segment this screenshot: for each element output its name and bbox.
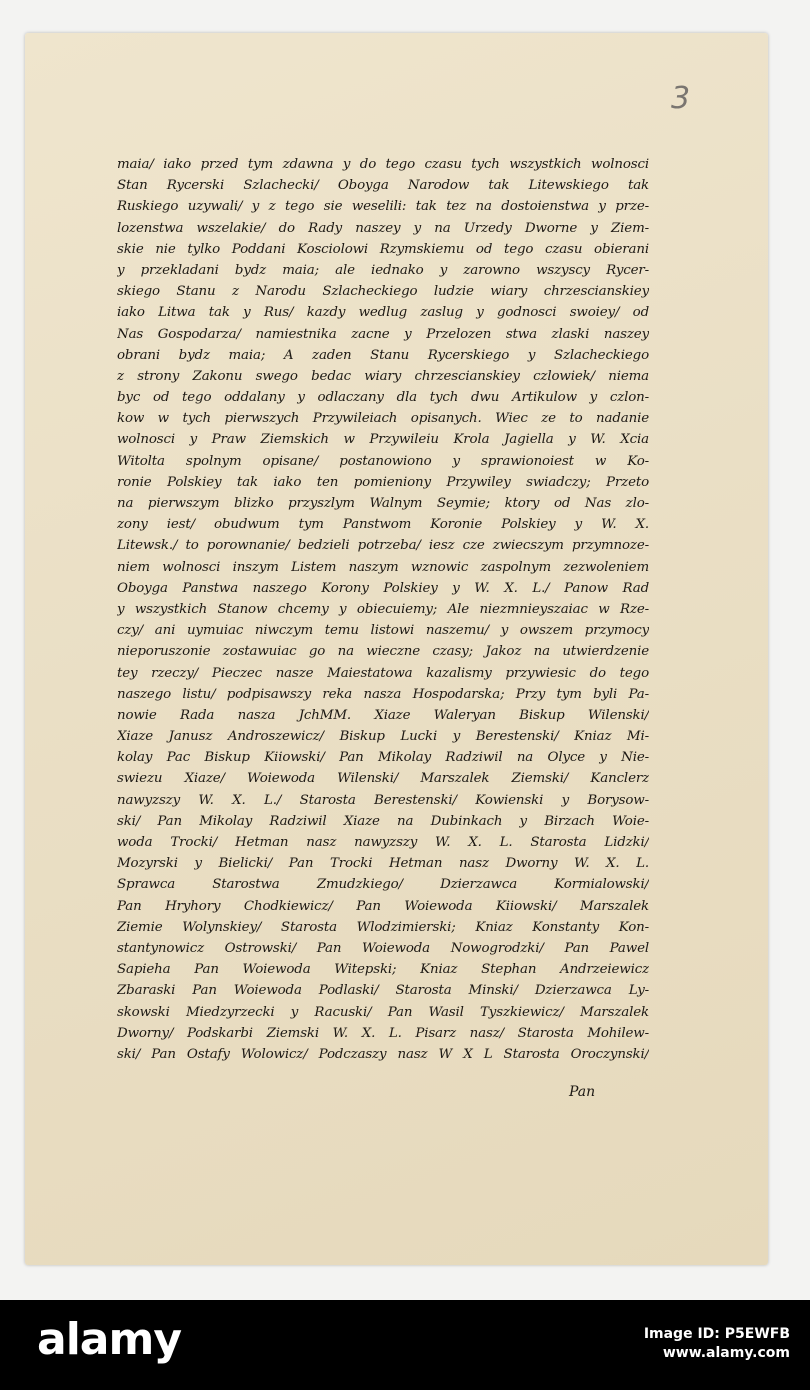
text-line: skowski Miedzyrzecki y Racuski/ Pan Wasil Tyszkiewicz/ Marszalek bbox=[117, 1004, 649, 1020]
text-line: Witolta spolnym opisane/ postanowiono y sprawionoiest w Ko- bbox=[117, 453, 649, 469]
text-line: zony iest/ obudwum tym Panstwom Koronie Polskiey y W. X. bbox=[117, 517, 649, 533]
text-line: kow w tych pierwszych Przywileiach opisanych. Wiec ze to nadanie bbox=[117, 411, 649, 427]
text-line: nowie Rada nasza JchMM. Xiaze Waleryan Biskup Wilenski/ bbox=[117, 707, 649, 723]
text-line: Nas Gospodarza/ namiestnika zacne y Przelozen stwa zlaski naszey bbox=[117, 326, 649, 342]
text-line: woda Trocki/ Hetman nasz nawyzszy W. X. L. Starosta Lidzki/ bbox=[117, 835, 649, 850]
text-line: z strony Zakonu swego bedac wiary chrzescianskiey czlowiek/ niema bbox=[117, 368, 649, 384]
text-line: iako Litwa tak y Rus/ kazdy wedlug zaslug y godnosci swoiey/ od bbox=[117, 305, 649, 321]
text-line: niem wolnosci inszym Listem naszym wznowic zaspolnym zezwoleniem bbox=[117, 559, 649, 575]
site-url[interactable]: www.alamy.com bbox=[662, 1345, 790, 1361]
text-line: Stan Rycerski Szlachecki/ Oboyga Narodow tak Litewskiego tak bbox=[117, 178, 649, 194]
text-line: kolay Pac Biskup Kiiowski/ Pan Mikolay Radziwil na Olyce y Nie- bbox=[117, 750, 649, 766]
text-line: Litewsk./ to porownanie/ bedzieli potrzeba/ iesz cze zwiecszym przymnoze- bbox=[117, 538, 649, 554]
text-line: y przekladani bydz maia; ale iednako y zarowno wszyscy Rycer- bbox=[117, 262, 649, 278]
text-line: Ruskiego uzywali/ y z tego sie weselili: tak tez na dostoienstwa y prze- bbox=[117, 199, 649, 215]
text-line: na pierwszym blizko przyszlym Walnym Seymie; ktory od Nas zlo- bbox=[117, 496, 649, 511]
text-line: ronie Polskiey tak iako ten pomieniony Przywiley swiadczy; Przeto bbox=[117, 474, 649, 490]
text-line: y wszystkich Stanow chcemy y obiecuiemy; Ale niezmnieyszaiac w Rze- bbox=[117, 601, 649, 617]
text-line: nawyzszy W. X. L./ Starosta Berestenski/ Kowienski y Borysow- bbox=[117, 792, 649, 808]
text-line: naszego listu/ podpisawszy reka nasza Hospodarska; Przy tym byli Pa- bbox=[117, 686, 649, 702]
text-line: Xiaze Janusz Androszewicz/ Biskup Lucki y Berestenski/ Kniaz Mi- bbox=[117, 729, 649, 745]
page-number: 3 bbox=[671, 81, 691, 116]
text-line: tey rzeczy/ Pieczec nasze Maiestatowa kazalismy przywiesic do tego bbox=[117, 665, 649, 681]
text-line: maia/ iako przed tym zdawna y do tego czasu tych wszystkich wolnosci bbox=[117, 157, 649, 172]
text-line: wolnosci y Praw Ziemskich w Przywileiu Krola Jagiella y W. Xcia bbox=[117, 432, 649, 448]
text-line: lozenstwa wszelakie/ do Rady naszey y na Urzedy Dworne y Ziem- bbox=[117, 220, 649, 236]
text-line: Dworny/ Podskarbi Ziemski W. X. L. Pisarz nasz/ Starosta Mohilew- bbox=[117, 1025, 649, 1041]
text-line: Ziemie Wolynskiey/ Starosta Wlodzimierski; Kniaz Konstanty Kon- bbox=[117, 919, 649, 935]
text-line: Sapieha Pan Woiewoda Witepski; Kniaz Stephan Andrzeiewicz bbox=[117, 962, 649, 978]
alamy-logo[interactable]: alamy bbox=[37, 1314, 181, 1365]
text-block bbox=[117, 154, 649, 1065]
text-line: czy/ ani uymuiac niwczym temu listowi naszemu/ y owszem przymocy bbox=[117, 623, 649, 639]
text-line: byc od tego oddalany y odlaczany dla tych dwu Artikulow y czlon- bbox=[117, 390, 649, 406]
text-line: Zbaraski Pan Woiewoda Podlaski/ Starosta Minski/ Dzierzawca Ly- bbox=[117, 983, 649, 999]
text-line: Pan Hryhory Chodkiewicz/ Pan Woiewoda Kiiowski/ Marszalek bbox=[117, 898, 649, 914]
catchword: Pan bbox=[569, 1084, 596, 1100]
manuscript-page bbox=[25, 33, 768, 1265]
text-line: ski/ Pan Mikolay Radziwil Xiaze na Dubinkach y Birzach Woie- bbox=[117, 813, 649, 829]
text-line: skiego Stanu z Narodu Szlacheckiego ludzie wiary chrzescianskiey bbox=[117, 284, 649, 300]
text-line: nieporuszonie zostawuiac go na wieczne czasy; Jakoz na utwierdzenie bbox=[117, 644, 649, 660]
text-line: swiezu Xiaze/ Woiewoda Wilenski/ Marszalek Ziemski/ Kanclerz bbox=[117, 771, 649, 787]
image-meta bbox=[644, 1326, 790, 1361]
text-line: Sprawca Starostwa Zmudzkiego/ Dzierzawca Kormialowski/ bbox=[117, 877, 649, 893]
watermark-footer bbox=[0, 1300, 810, 1390]
text-line: stantynowicz Ostrowski/ Pan Woiewoda Nowogrodzki/ Pan Pawel bbox=[117, 940, 649, 956]
image-id-label: Image ID: P5EWFB bbox=[643, 1326, 790, 1342]
text-line: skie nie tylko Poddani Kosciolowi Rzymskiemu od tego czasu obierani bbox=[117, 241, 649, 257]
text-line: Oboyga Panstwa naszego Korony Polskiey y W. X. L./ Panow Rad bbox=[117, 580, 649, 596]
text-line: ski/ Pan Ostafy Wolowicz/ Podczaszy nasz W X L Starosta Oroczynski/ bbox=[117, 1046, 649, 1062]
text-line: obrani bydz maia; A zaden Stanu Rycerskiego y Szlacheckiego bbox=[117, 347, 649, 363]
text-line: Mozyrski y Bielicki/ Pan Trocki Hetman nasz Dworny W. X. L. bbox=[117, 856, 649, 872]
